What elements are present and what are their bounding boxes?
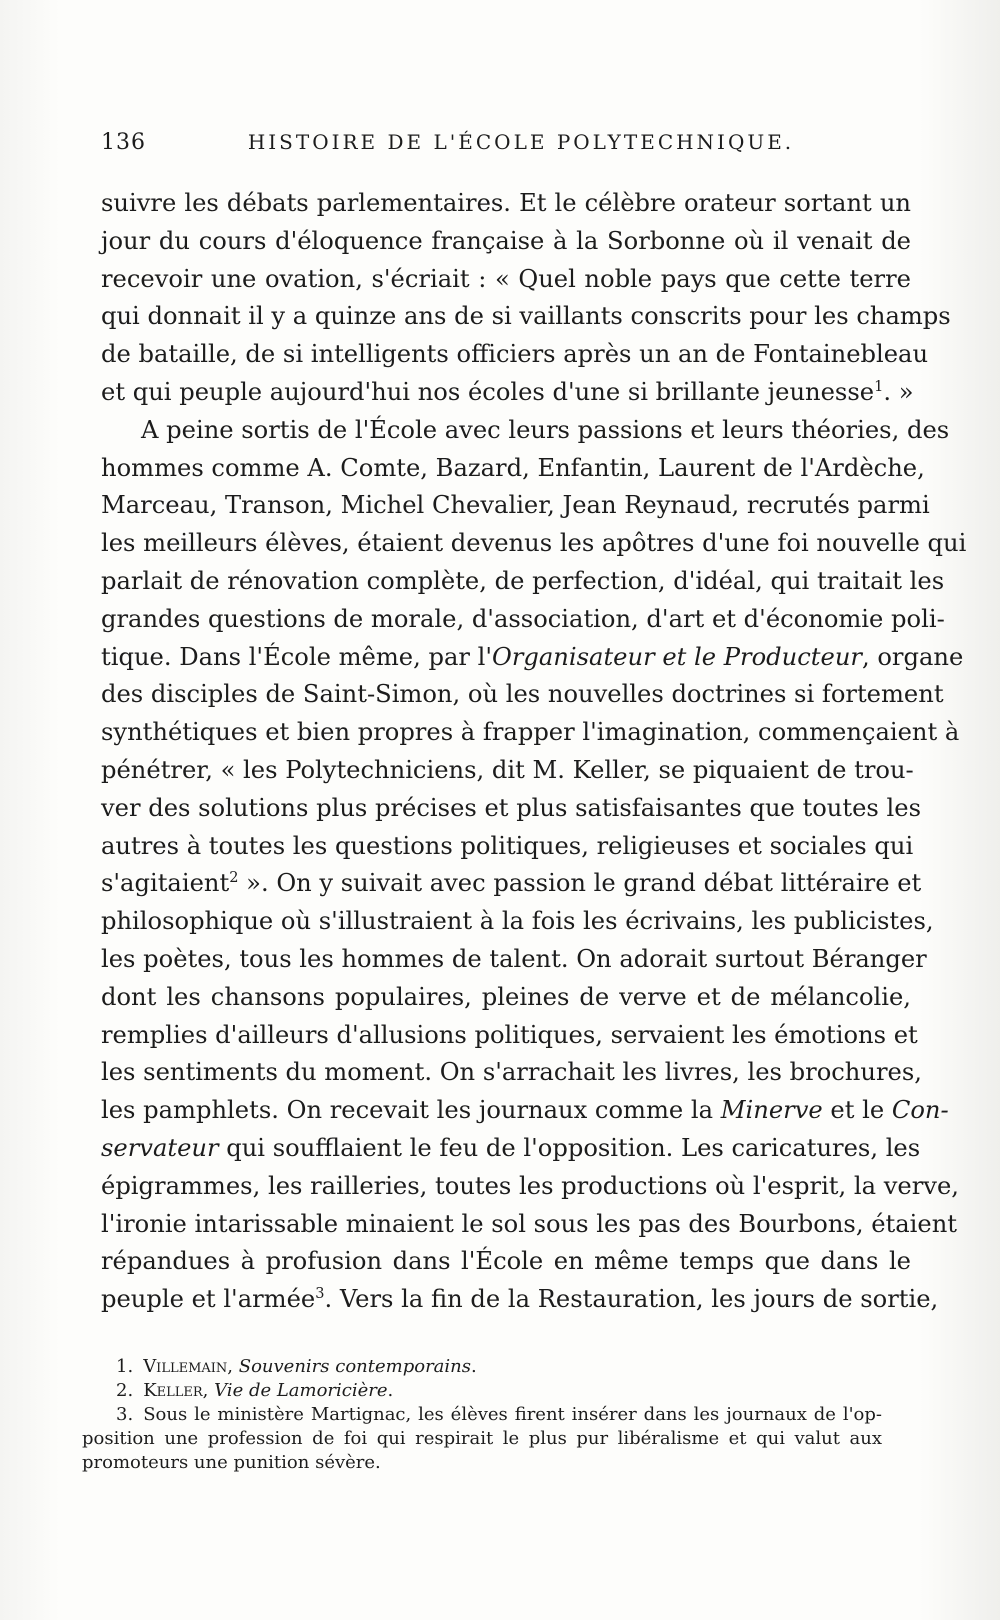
text-fragment: et le: [822, 1096, 892, 1125]
text-line: position une profession de foi qui respirait le plus pur libéralisme et qui valut aux: [82, 1428, 882, 1449]
italic-title: Minerve: [720, 1096, 823, 1125]
text-line: [101, 639, 964, 677]
paragraph-2: [101, 412, 967, 1319]
text-line: hommes comme A. Comte, Bazard, Enfantin, Laurent de l'Ardèche,: [101, 453, 925, 482]
footnote-number: 1.: [116, 1356, 134, 1377]
text-fragment: peuple et l'armée: [101, 1285, 316, 1314]
text-line: [101, 865, 922, 903]
text-fragment: s'agitaient: [101, 869, 230, 898]
text-line: qui donnait il y a quinze ans de si vaillants conscrits pour les champs: [101, 302, 951, 331]
paragraph-1: [101, 185, 951, 412]
text-line: les meilleurs élèves, étaient devenus les apôtres d'une foi nouvelle qui: [101, 529, 967, 558]
text-line: l'ironie intarissable minaient le sol sous les pas des Bourbons, étaient: [101, 1209, 958, 1238]
text-fragment: et qui peuple aujourd'hui nos écoles d'une si brillante jeunesse: [101, 377, 875, 406]
text-line: dont les chansons populaires, pleines de verve et de mélancolie,: [101, 982, 911, 1011]
text-fragment: Sous le ministère Martignac, les élèves firent insérer dans les journaux de l'op-: [143, 1404, 882, 1425]
text-line: pénétrer, « les Polytechniciens, dit M. Keller, se piquaient de trou-: [101, 755, 914, 784]
text-fragment: .: [387, 1380, 394, 1401]
text-line: philosophique où s'illustraient à la fois les écrivains, les publicistes,: [101, 907, 934, 936]
footnote-ref: 3: [315, 1286, 325, 1303]
text-fragment: ,: [202, 1380, 215, 1401]
footnote-1: [82, 1355, 882, 1379]
footnote-title: Vie de Lamoricière: [214, 1380, 388, 1401]
footnote-3: [82, 1403, 882, 1475]
text-line: épigrammes, les railleries, toutes les productions où l'esprit, la verve,: [101, 1171, 959, 1200]
text-line: recevoir une ovation, s'écriait : « Quel noble pays que cette terre: [101, 264, 911, 293]
text-line: parlait de rénovation complète, de perfection, d'idéal, qui traitait les: [101, 566, 945, 595]
text-fragment: , organe: [861, 642, 964, 671]
text-line: [101, 1281, 939, 1319]
footnote-ref: 2: [229, 870, 239, 887]
text-fragment: ,: [227, 1356, 239, 1377]
text-line: les sentiments du moment. On s'arrachait les livres, les brochures,: [101, 1058, 922, 1087]
text-line: les poètes, tous les hommes de talent. On adorait surtout Béranger: [101, 944, 927, 973]
text-line: grandes questions de morale, d'association, d'art et d'économie poli-: [101, 604, 945, 633]
page-header: [101, 130, 901, 166]
footnote-2: [82, 1379, 882, 1403]
text-fragment: tique. Dans l'École même, par l': [101, 642, 493, 671]
text-line: [82, 1403, 882, 1427]
text-fragment: qui soufflaient le feu de l'opposition. Les caricatures, les: [218, 1133, 921, 1162]
text-line: autres à toutes les questions politiques, religieuses et sociales qui: [101, 831, 914, 860]
main-text: [101, 185, 967, 1319]
footnotes: [82, 1355, 882, 1475]
footnote-ref: 1: [874, 378, 884, 395]
page-number: 136: [101, 130, 146, 155]
italic-title: Con-: [891, 1096, 949, 1125]
text-fragment: . Vers la fin de la Restauration, les jours de sortie,: [324, 1285, 939, 1314]
text-fragment: ». On y suivait avec passion le grand débat littéraire et: [238, 869, 922, 898]
text-line: répandues à profusion dans l'École en même temps que dans le: [101, 1247, 911, 1276]
text-fragment: .: [471, 1356, 477, 1377]
text-line: [101, 1092, 949, 1130]
text-line: de bataille, de si intelligents officiers après un an de Fontainebleau: [101, 340, 929, 369]
text-line: [101, 374, 914, 412]
text-line: jour du cours d'éloquence française à la Sorbonne où il venait de: [101, 226, 911, 255]
footnote-author: Villemain: [143, 1356, 228, 1377]
footnote-author: Keller: [143, 1380, 203, 1401]
footnote-number: 3.: [116, 1404, 134, 1425]
italic-title: servateur: [101, 1133, 219, 1162]
text-line: des disciples de Saint-Simon, où les nouvelles doctrines si fortement: [101, 680, 944, 709]
italic-title: Organisateur et le Producteur: [492, 642, 862, 671]
text-line: suivre les débats parlementaires. Et le célèbre orateur sortant un: [101, 189, 911, 217]
text-line: promoteurs une punition sévère.: [82, 1452, 381, 1473]
text-line: ver des solutions plus précises et plus satisfaisantes que toutes les: [101, 793, 921, 822]
running-title: HISTOIRE DE L'ÉCOLE POLYTECHNIQUE.: [247, 130, 795, 154]
text-line: [101, 1130, 921, 1168]
text-fragment: les pamphlets. On recevait les journaux comme la: [101, 1096, 721, 1125]
footnote-title: Souvenirs contemporains: [238, 1356, 471, 1377]
text-line: synthétiques et bien propres à frapper l'imagination, commençaient à: [101, 718, 960, 747]
text-line: Marceau, Transon, Michel Chevalier, Jean Reynaud, recrutés parmi: [101, 491, 930, 520]
footnote-number: 2.: [116, 1380, 134, 1401]
text-line: A peine sortis de l'École avec leurs passions et leurs théories, des: [141, 415, 950, 444]
text-line: remplies d'ailleurs d'allusions politiques, servaient les émotions et: [101, 1020, 918, 1049]
text-fragment: . »: [883, 377, 914, 406]
